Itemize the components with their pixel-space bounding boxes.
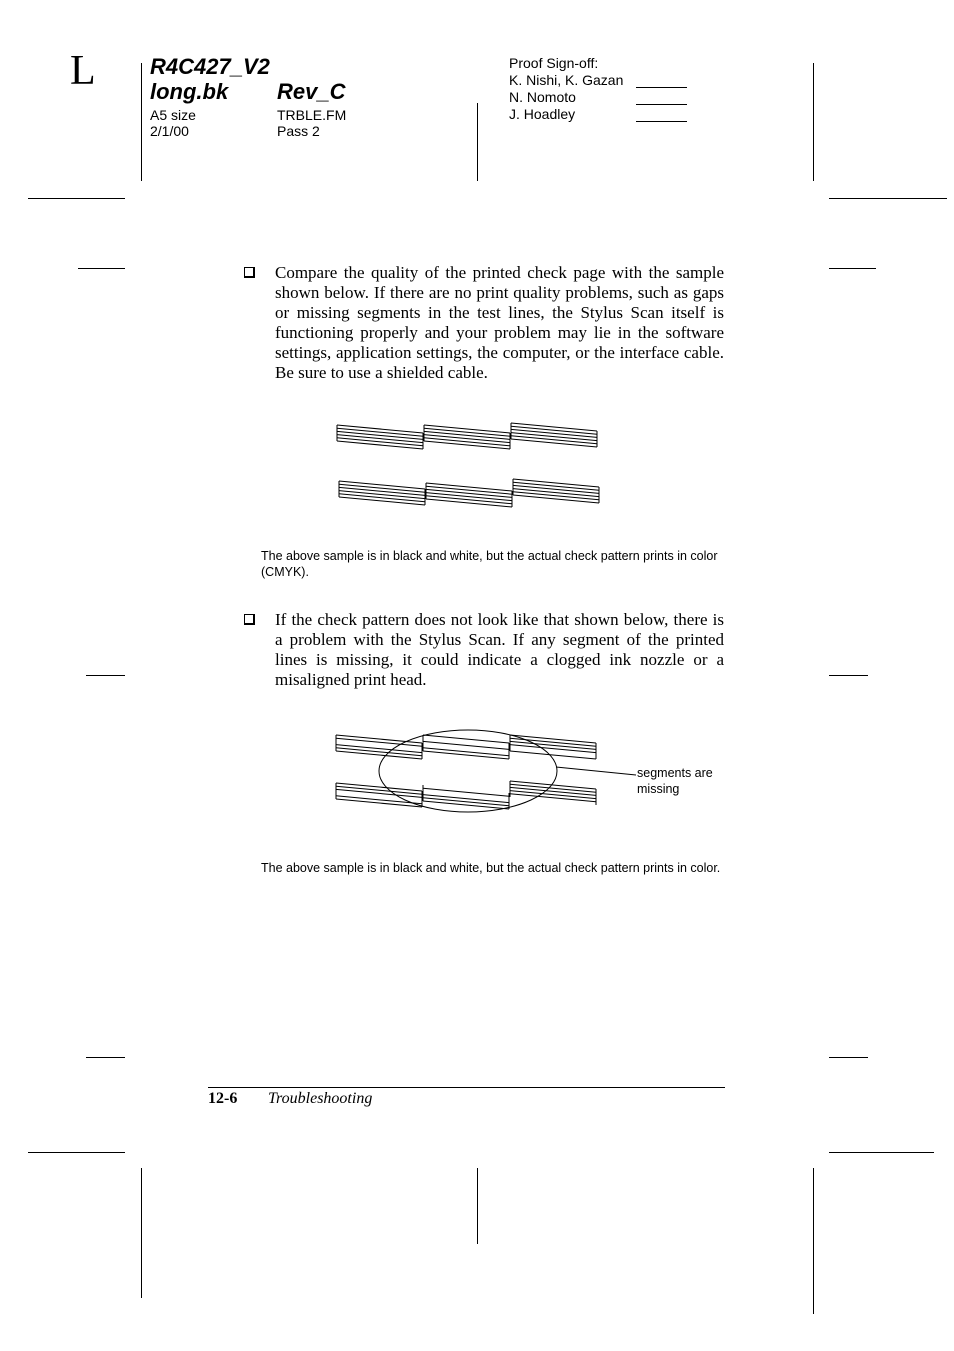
crop-mark [813,1168,814,1314]
signoff-name: J. Hoadley [509,106,576,122]
bullet-text: Compare the quality of the printed check page with the sample shown below. If there are no print quality problems, such as gaps or missing segments in the test lines, the Stylus Scan itself is functioning properly and your problem may lie in the software settings, application settings, the computer, or the interface cable. Be sure to use a shielded cable. [275,263,724,382]
crop-mark [86,675,125,676]
signoff-row [509,89,623,106]
checkbox-bullet-icon [244,267,255,278]
pass-number: Pass 2 [277,123,320,139]
proof-signoff [509,55,623,123]
page-number: 12-6 [208,1090,238,1107]
crop-mark [813,63,814,181]
signoff-title: Proof Sign-off: [509,55,599,71]
crop-mark [829,268,876,269]
revision: Rev_C [277,79,346,104]
crop-mark [477,1168,478,1244]
section-title: Troubleshooting [268,1090,373,1107]
book-name: long.bk [150,79,229,104]
signoff-name: K. Nishi, K. Gazan [509,72,624,88]
bullet-text: If the check pattern does not look like that shown below, there is a problem with the Stylus Scan. If any segment of the printed lines is missing, it could indicate a clogged ink nozzle or a misaligned print head. [275,610,724,689]
crop-mark [829,1152,934,1153]
signoff-row [509,106,623,123]
crop-mark [829,198,947,199]
missing-segments-highlight [379,730,557,812]
figure-caption: The above sample is in black and white, but the actual check pattern prints in color. [261,861,721,875]
corner-letter: L [70,48,96,94]
crop-mark [829,1057,868,1058]
test-line [423,735,509,743]
doc-code: R4C427_V2 [150,54,270,79]
doc-date: 2/1/00 [150,123,189,139]
signature-line [636,104,687,105]
check-pattern-good-figure [330,415,610,520]
crop-mark [477,103,478,181]
checkbox-bullet-icon [244,614,255,625]
crop-mark [829,675,868,676]
callout-leader-line [556,767,636,775]
figure-caption: The above sample is in black and white, but the actual check pattern prints in color (CMYK). [261,549,718,579]
file-name: TRBLE.FM [277,107,347,123]
signature-line [636,121,687,122]
crop-mark [141,63,142,181]
bullet-item [244,610,724,692]
test-line [423,788,509,796]
check-pattern-missing-figure [330,725,640,820]
crop-mark [28,198,125,199]
test-line [423,741,509,749]
crop-mark [78,268,125,269]
signature-line [636,87,687,88]
crop-mark [86,1057,125,1058]
crop-mark [28,1152,125,1153]
signoff-row [509,72,623,89]
crop-mark [141,1168,142,1298]
callout-label: segments are missing [637,766,713,796]
footer-rule [208,1087,725,1088]
bullet-item [244,263,724,385]
signoff-name: N. Nomoto [509,89,576,105]
page-size: A5 size [150,107,196,123]
